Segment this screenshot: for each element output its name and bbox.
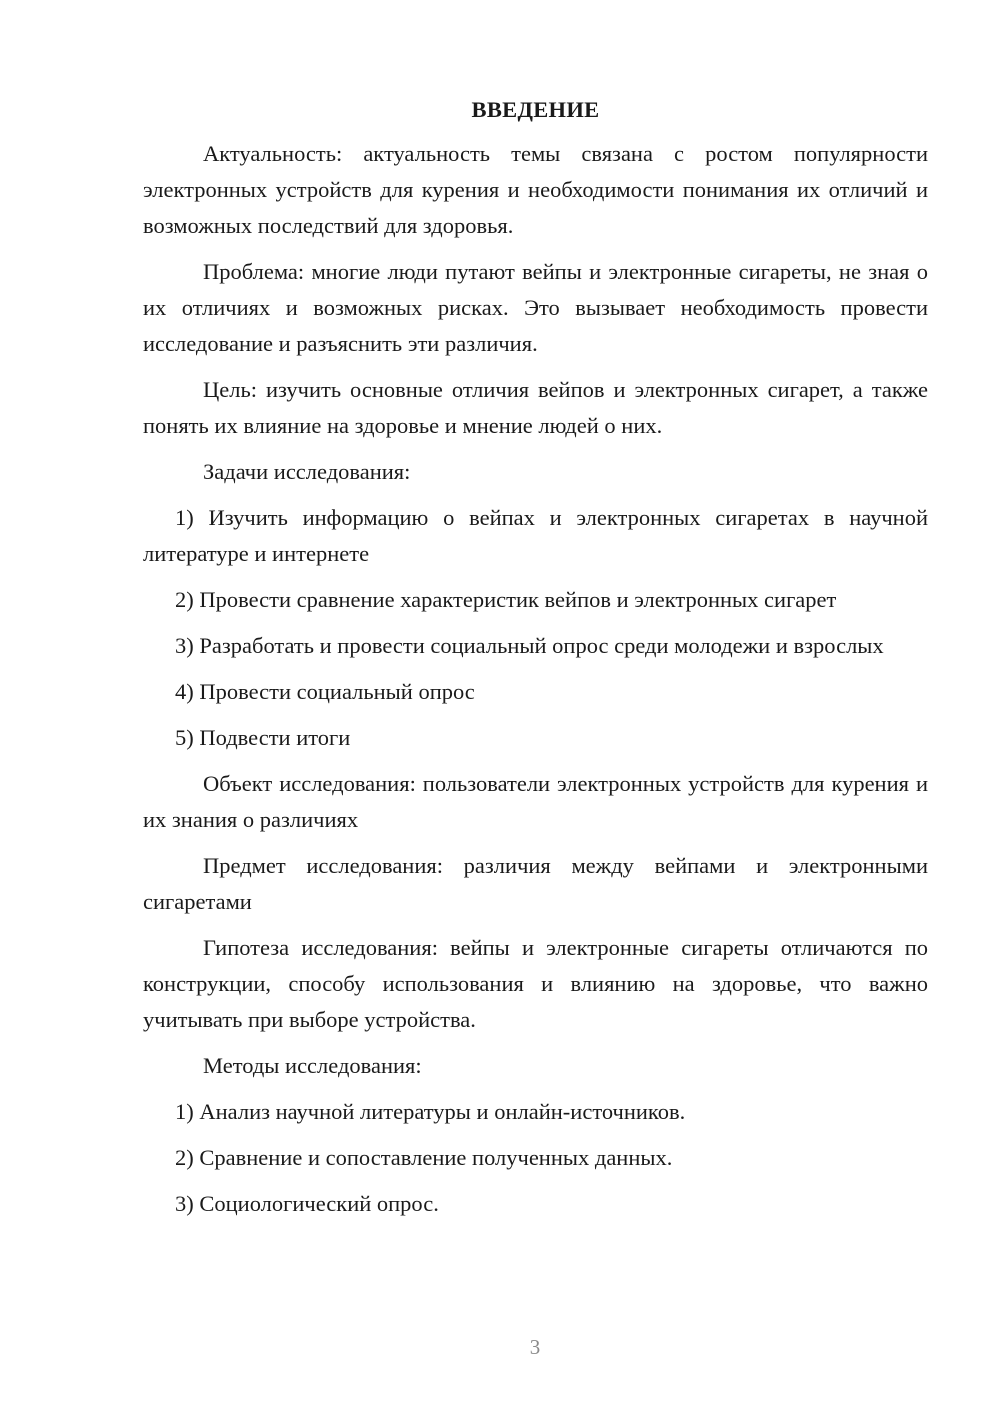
- methods-list: [143, 1094, 928, 1222]
- relevance-paragraph: Актуальность: актуальность темы связана с ростом популярности электронных устройств для курения и необходимости понимания их отличий и возможных последствий для здоровья.: [143, 141, 928, 238]
- goal-paragraph: Цель: изучить основные отличия вейпов и электронных сигарет, а также понять их влияние на здоровье и мнение людей о них.: [143, 377, 928, 438]
- task-item: 2) Провести сравнение характеристик вейпов и электронных сигарет: [175, 587, 837, 612]
- page-title: ВВЕДЕНИЕ: [471, 97, 600, 122]
- method-item: 2) Сравнение и сопоставление полученных данных.: [175, 1145, 673, 1170]
- task-item: 1) Изучить информацию о вейпах и электронных сигаретах в научной литературе и интернете: [143, 505, 928, 566]
- methods-heading: Методы исследования:: [203, 1053, 422, 1078]
- task-item: 3) Разработать и провести социальный опрос среди молодежи и взрослых: [175, 633, 884, 658]
- hypothesis-paragraph: Гипотеза исследования: вейпы и электронные сигареты отличаются по конструкции, способу использования и влиянию на здоровье, что важно учитывать при выборе устройства.: [143, 935, 928, 1032]
- task-item: 4) Провести социальный опрос: [175, 679, 475, 704]
- problem-paragraph: Проблема: многие люди путают вейпы и электронные сигареты, не зная о их отличиях и возможных рисках. Это вызывает необходимость провести исследование и разъяснить эти различия.: [143, 259, 928, 356]
- task-item: 5) Подвести итоги: [175, 725, 351, 750]
- tasks-list: [143, 500, 928, 756]
- subject-paragraph: Предмет исследования: различия между вейпами и электронными сигаретами: [143, 853, 928, 914]
- page-number: 3: [529, 1335, 541, 1359]
- method-item: 3) Социологический опрос.: [175, 1191, 439, 1216]
- object-paragraph: Объект исследования: пользователи электронных устройств для курения и их знания о различиях: [143, 771, 928, 832]
- document-body: [143, 92, 928, 1232]
- tasks-heading: Задачи исследования:: [203, 459, 411, 484]
- method-item: 1) Анализ научной литературы и онлайн-источников.: [175, 1099, 686, 1124]
